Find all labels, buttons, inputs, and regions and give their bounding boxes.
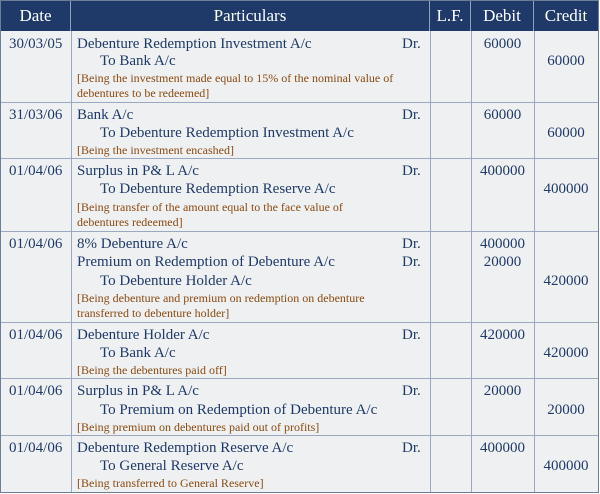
- entry-date: 01/04/06: [9, 163, 63, 179]
- dr-label: Dr.: [402, 383, 421, 399]
- entry-date: 01/04/06: [9, 236, 63, 252]
- debit-amount: 420000: [480, 327, 525, 343]
- credit-amount: 400000: [543, 458, 589, 474]
- narration: [Being transferred to General Reserve]: [77, 476, 264, 490]
- debit-account-2: Premium on Redemption of Debenture A/c: [77, 254, 335, 270]
- entry-date: 01/04/06: [9, 383, 63, 399]
- header-date: Date: [1, 1, 71, 31]
- entry-date: 30/03/05: [9, 36, 63, 52]
- dr-label: Dr.: [402, 163, 421, 179]
- table-row: [1, 322, 598, 378]
- narration: [Being premium on debentures paid out of profits]: [77, 420, 320, 434]
- credit-amount: 420000: [543, 273, 589, 289]
- table-row: [1, 231, 598, 322]
- dr-label-2: Dr.: [402, 254, 421, 270]
- narration: [Being the debentures paid off]: [77, 363, 227, 377]
- credit-amount: 420000: [543, 345, 589, 361]
- table-row: [1, 378, 598, 435]
- credit-account: To Premium on Redemption of Debenture A/c: [100, 402, 378, 418]
- credit-account: To Debenture Redemption Reserve A/c: [100, 181, 336, 197]
- credit-amount: 60000: [547, 53, 585, 69]
- entry-date: 01/04/06: [9, 440, 63, 456]
- debit-amount-2: 20000: [483, 254, 522, 270]
- table-row: [1, 158, 598, 231]
- table-header: [1, 1, 598, 31]
- credit-account: To Bank A/c: [100, 53, 176, 69]
- credit-account: To Debenture Redemption Investment A/c: [100, 125, 354, 141]
- debit-amount: 400000: [480, 440, 525, 456]
- entry-date: 31/03/06: [9, 107, 63, 123]
- credit-amount: 400000: [543, 181, 589, 197]
- narration: [Being transfer of the amount equal to the face value of debentures redeemed]: [77, 200, 343, 229]
- header-debit: Debit: [471, 1, 534, 31]
- credit-amount: 20000: [547, 402, 585, 418]
- table-row: [1, 435, 598, 493]
- narration: [Being the investment encashed]: [77, 143, 234, 157]
- dr-label: Dr.: [402, 327, 421, 343]
- debit-account: Debenture Redemption Investment A/c: [77, 36, 312, 52]
- credit-account: To Debenture Holder A/c: [100, 273, 252, 289]
- credit-account: To Bank A/c: [100, 345, 176, 361]
- debit-amount: 60000: [483, 107, 522, 123]
- header-credit: Credit: [544, 6, 588, 25]
- debit-account: Debenture Redemption Reserve A/c: [77, 440, 294, 456]
- debit-account: Debenture Holder A/c: [77, 327, 210, 343]
- credit-amount: 60000: [547, 125, 585, 141]
- dr-label: Dr.: [402, 236, 421, 252]
- debit-amount: 60000: [483, 36, 522, 52]
- debit-account: Surplus in P& L A/c: [77, 163, 199, 179]
- debit-amount: 400000: [480, 236, 525, 252]
- dr-label: Dr.: [402, 36, 421, 52]
- credit-account: To General Reserve A/c: [100, 458, 244, 474]
- header-lf: L.F.: [430, 1, 471, 31]
- debit-account: 8% Debenture A/c: [77, 236, 188, 252]
- debit-amount: 400000: [480, 163, 525, 179]
- entry-date: 01/04/06: [9, 327, 63, 343]
- debit-amount: 20000: [483, 383, 522, 399]
- dr-label: Dr.: [402, 107, 421, 123]
- header-particulars: Particulars: [71, 1, 430, 31]
- dr-label: Dr.: [402, 440, 421, 456]
- narration: [Being the investment made equal to 15% of the nominal value of debentures to be redeemed]: [77, 71, 394, 100]
- debit-account: Surplus in P& L A/c: [77, 383, 199, 399]
- narration: [Being debenture and premium on redemption on debenture transferred to debenture holder]: [77, 291, 365, 320]
- table-row: [1, 102, 598, 158]
- debit-account: Bank A/c: [77, 107, 134, 123]
- table-row: [1, 31, 598, 102]
